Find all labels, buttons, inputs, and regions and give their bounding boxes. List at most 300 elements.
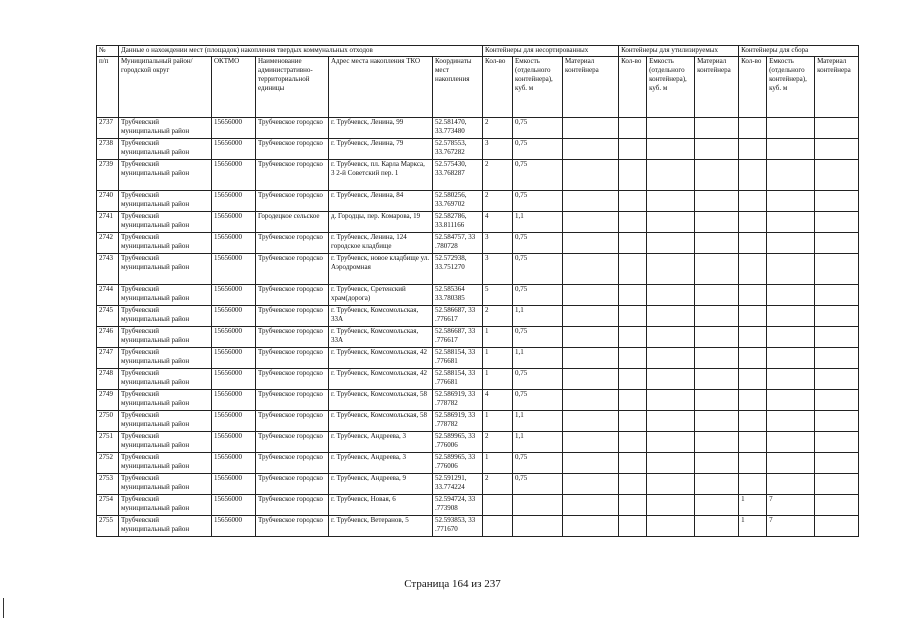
cell-row-number: 2738 [97, 139, 119, 160]
cell-row-number: 2754 [97, 495, 119, 516]
cell-admin-unit: Трубчевское городско [256, 390, 329, 411]
cell-recycled-qty [619, 191, 647, 212]
cell-collection-material [815, 327, 859, 348]
cell-unsorted-volume: 0,75 [513, 369, 563, 390]
cell-district: Трубчевский муниципальный район [119, 139, 212, 160]
registry-sheet [96, 45, 858, 537]
table-row [97, 191, 859, 212]
cell-district: Трубчевский муниципальный район [119, 160, 212, 191]
cell-recycled-material [695, 432, 739, 453]
cell-recycled-material [695, 474, 739, 495]
cell-recycled-qty [619, 285, 647, 306]
cell-address: г. Трубчевск, Комсомольская, 42 [329, 348, 433, 369]
cell-recycled-volume [647, 411, 695, 432]
cell-row-number: 2746 [97, 327, 119, 348]
cell-row-number: 2747 [97, 348, 119, 369]
cell-coordinates: 52.581470, 33.773480 [433, 118, 483, 139]
cell-admin-unit: Трубчевское городско [256, 191, 329, 212]
cell-collection-qty [739, 432, 767, 453]
cell-collection-volume [767, 254, 815, 285]
cell-recycled-material [695, 118, 739, 139]
cell-collection-volume [767, 285, 815, 306]
cell-oktmo: 15656000 [212, 327, 256, 348]
table-row [97, 118, 859, 139]
header-top-row [97, 46, 859, 57]
cell-address: г. Трубчевск, Ленина, 84 [329, 191, 433, 212]
cell-admin-unit: Трубчевское городско [256, 348, 329, 369]
cell-unsorted-qty: 2 [483, 432, 513, 453]
cell-unsorted-volume: 1,1 [513, 432, 563, 453]
cell-collection-material [815, 390, 859, 411]
cell-collection-qty [739, 212, 767, 233]
group-recycled: Контейнеры для утилизируемых [619, 46, 739, 57]
col-no: № [97, 46, 119, 57]
cell-admin-unit: Трубчевское городско [256, 285, 329, 306]
cell-row-number: 2752 [97, 453, 119, 474]
cell-row-number: 2753 [97, 474, 119, 495]
cell-address: г. Трубчевск, Андреева, 3 [329, 453, 433, 474]
cell-unsorted-qty: 2 [483, 118, 513, 139]
cell-unsorted-volume: 0,75 [513, 254, 563, 285]
cell-address: г. Трубчевск, Ленина, 124 городское кладбище [329, 233, 433, 254]
cell-collection-material [815, 254, 859, 285]
table-body [97, 118, 859, 537]
cell-address: г. Трубчевск, Комсомольская, 33А [329, 327, 433, 348]
cell-row-number: 2745 [97, 306, 119, 327]
cell-recycled-qty [619, 306, 647, 327]
col-district: Муниципальный район/городской округ [119, 57, 212, 118]
cell-unsorted-qty: 1 [483, 411, 513, 432]
table-row [97, 348, 859, 369]
cell-collection-qty [739, 160, 767, 191]
cell-address: г. Трубчевск, Андреева, 9 [329, 474, 433, 495]
cell-unsorted-qty: 4 [483, 212, 513, 233]
cell-unsorted-material [563, 306, 619, 327]
cell-unsorted-volume: 0,75 [513, 160, 563, 191]
cell-collection-volume: 7 [767, 516, 815, 537]
cell-recycled-qty [619, 139, 647, 160]
cell-collection-qty [739, 453, 767, 474]
cell-row-number: 2749 [97, 390, 119, 411]
cell-row-number: 2748 [97, 369, 119, 390]
cell-recycled-material [695, 306, 739, 327]
cell-admin-unit: Трубчевское городско [256, 369, 329, 390]
cell-oktmo: 15656000 [212, 191, 256, 212]
cell-unsorted-qty: 1 [483, 453, 513, 474]
cell-collection-qty [739, 348, 767, 369]
table-row [97, 212, 859, 233]
cell-oktmo: 15656000 [212, 306, 256, 327]
cell-admin-unit: Трубчевское городско [256, 411, 329, 432]
col-collection-material: Материал контейнера [815, 57, 859, 118]
cell-oktmo: 15656000 [212, 160, 256, 191]
table-row [97, 285, 859, 306]
cell-admin-unit: Городецкое сельское [256, 212, 329, 233]
cell-coordinates: 52.586919, 33 .778782 [433, 411, 483, 432]
cell-recycled-qty [619, 348, 647, 369]
table-row [97, 160, 859, 191]
cell-unsorted-qty [483, 516, 513, 537]
cell-unsorted-material [563, 191, 619, 212]
table-row [97, 516, 859, 537]
cell-unsorted-material [563, 327, 619, 348]
cell-recycled-material [695, 139, 739, 160]
cell-collection-volume [767, 191, 815, 212]
cell-recycled-volume [647, 453, 695, 474]
cell-unsorted-qty: 2 [483, 306, 513, 327]
cell-unsorted-qty: 1 [483, 348, 513, 369]
cell-unsorted-material [563, 453, 619, 474]
cell-recycled-qty [619, 327, 647, 348]
cell-recycled-material [695, 160, 739, 191]
cell-recycled-qty [619, 432, 647, 453]
cell-collection-volume [767, 369, 815, 390]
cell-recycled-volume [647, 191, 695, 212]
cell-district: Трубчевский муниципальный район [119, 254, 212, 285]
cell-oktmo: 15656000 [212, 369, 256, 390]
table-row [97, 369, 859, 390]
cell-unsorted-qty: 1 [483, 369, 513, 390]
cell-collection-volume [767, 118, 815, 139]
cell-collection-volume: 7 [767, 495, 815, 516]
cell-row-number: 2751 [97, 432, 119, 453]
table-row [97, 474, 859, 495]
cell-district: Трубчевский муниципальный район [119, 390, 212, 411]
col-address: Адрес места накопления ТКО [329, 57, 433, 118]
cell-unsorted-material [563, 390, 619, 411]
cell-admin-unit: Трубчевское городско [256, 306, 329, 327]
group-unsorted: Контейнеры для несортированных [483, 46, 619, 57]
cell-unsorted-material [563, 254, 619, 285]
cell-oktmo: 15656000 [212, 411, 256, 432]
cell-district: Трубчевский муниципальный район [119, 212, 212, 233]
cell-collection-volume [767, 306, 815, 327]
cell-recycled-material [695, 453, 739, 474]
cell-unsorted-qty: 2 [483, 191, 513, 212]
cell-row-number: 2755 [97, 516, 119, 537]
table-row [97, 453, 859, 474]
cell-oktmo: 15656000 [212, 474, 256, 495]
cell-address: г. Трубчевск, Ветеранов, 5 [329, 516, 433, 537]
cell-address: г. Трубчевск, Комсомольская, 42 [329, 369, 433, 390]
cell-address: г. Трубчевск, Новая, 6 [329, 495, 433, 516]
cell-unsorted-material [563, 118, 619, 139]
cell-recycled-material [695, 495, 739, 516]
cell-collection-qty [739, 233, 767, 254]
header-sub-row [97, 57, 859, 118]
cell-collection-volume [767, 160, 815, 191]
cell-admin-unit: Трубчевское городско [256, 495, 329, 516]
cell-recycled-qty [619, 453, 647, 474]
cell-recycled-material [695, 411, 739, 432]
cell-unsorted-material [563, 432, 619, 453]
cell-recycled-volume [647, 285, 695, 306]
col-oktmo: ОКТМО [212, 57, 256, 118]
cell-recycled-volume [647, 390, 695, 411]
cell-row-number: 2750 [97, 411, 119, 432]
cell-recycled-qty [619, 212, 647, 233]
cell-collection-material [815, 118, 859, 139]
cell-row-number: 2744 [97, 285, 119, 306]
cell-district: Трубчевский муниципальный район [119, 495, 212, 516]
cell-oktmo: 15656000 [212, 285, 256, 306]
cell-recycled-material [695, 191, 739, 212]
cell-recycled-volume [647, 233, 695, 254]
cell-unsorted-material [563, 233, 619, 254]
col-admin: Наименование административно-территориальной единицы [256, 57, 329, 118]
cell-recycled-volume [647, 306, 695, 327]
cell-coordinates: 52.580256, 33.769702 [433, 191, 483, 212]
cell-collection-material [815, 160, 859, 191]
cell-collection-qty [739, 306, 767, 327]
cell-collection-volume [767, 474, 815, 495]
cell-recycled-material [695, 516, 739, 537]
cell-address: г. Трубчевск, Ленина, 79 [329, 139, 433, 160]
cell-oktmo: 15656000 [212, 516, 256, 537]
cell-collection-material [815, 474, 859, 495]
cell-district: Трубчевский муниципальный район [119, 233, 212, 254]
cell-recycled-volume [647, 254, 695, 285]
cell-district: Трубчевский муниципальный район [119, 306, 212, 327]
cell-unsorted-volume: 1,1 [513, 306, 563, 327]
col-unsorted-material: Материал контейнера [563, 57, 619, 118]
cell-oktmo: 15656000 [212, 139, 256, 160]
cell-admin-unit: Трубчевское городско [256, 139, 329, 160]
cell-address: г. Трубчевск, новое кладбище ул. Аэродромная [329, 254, 433, 285]
cell-collection-qty [739, 390, 767, 411]
col-coords: Координаты мест накопления [433, 57, 483, 118]
group-places: Данные о нахождении мест (площадок) накопления твердых коммунальных отходов [119, 46, 483, 57]
cell-collection-qty [739, 411, 767, 432]
cell-collection-material [815, 432, 859, 453]
cell-coordinates: 52.591291, 33.774224 [433, 474, 483, 495]
cell-district: Трубчевский муниципальный район [119, 191, 212, 212]
cell-recycled-material [695, 348, 739, 369]
cell-recycled-material [695, 285, 739, 306]
cell-collection-qty [739, 285, 767, 306]
cell-recycled-qty [619, 411, 647, 432]
cell-admin-unit: Трубчевское городско [256, 254, 329, 285]
cell-coordinates: 52.578553, 33.767282 [433, 139, 483, 160]
cell-admin-unit: Трубчевское городско [256, 474, 329, 495]
cell-row-number: 2740 [97, 191, 119, 212]
cell-unsorted-volume [513, 495, 563, 516]
table-row [97, 327, 859, 348]
cell-coordinates: 52.585364 33.780385 [433, 285, 483, 306]
cell-collection-material [815, 191, 859, 212]
cell-unsorted-volume: 0,75 [513, 285, 563, 306]
cell-collection-material [815, 348, 859, 369]
cell-row-number: 2743 [97, 254, 119, 285]
cell-collection-material [815, 285, 859, 306]
cell-unsorted-volume: 1,1 [513, 411, 563, 432]
cell-collection-volume [767, 327, 815, 348]
cell-collection-qty [739, 139, 767, 160]
cell-unsorted-qty [483, 495, 513, 516]
cell-collection-volume [767, 453, 815, 474]
cell-admin-unit: Трубчевское городско [256, 432, 329, 453]
cell-district: Трубчевский муниципальный район [119, 453, 212, 474]
cell-address: г. Трубчевск, Комсомольская, 33А [329, 306, 433, 327]
cell-recycled-qty [619, 474, 647, 495]
cell-admin-unit: Трубчевское городско [256, 118, 329, 139]
cell-collection-material [815, 139, 859, 160]
cell-coordinates: 52.588154, 33 .776681 [433, 348, 483, 369]
cell-collection-volume [767, 432, 815, 453]
cell-recycled-volume [647, 516, 695, 537]
cell-recycled-qty [619, 118, 647, 139]
col-unsorted-volume: Емкость (отдельного контейнера), куб. м [513, 57, 563, 118]
table-row [97, 306, 859, 327]
cell-recycled-volume [647, 495, 695, 516]
cell-unsorted-material [563, 411, 619, 432]
cell-collection-qty [739, 191, 767, 212]
cell-collection-material [815, 516, 859, 537]
cell-unsorted-material [563, 348, 619, 369]
cell-collection-volume [767, 411, 815, 432]
cell-address: г. Трубчевск, Андреева, 3 [329, 432, 433, 453]
cell-collection-material [815, 411, 859, 432]
cell-recycled-qty [619, 233, 647, 254]
cell-collection-qty [739, 474, 767, 495]
cell-unsorted-volume: 0,75 [513, 191, 563, 212]
cell-address: г. Трубчевск, пл. Карла Маркса, 3 2-й Советский пер. 1 [329, 160, 433, 191]
col-unsorted-qty: Кол-во [483, 57, 513, 118]
cell-unsorted-qty: 5 [483, 285, 513, 306]
cell-recycled-volume [647, 474, 695, 495]
cell-collection-volume [767, 348, 815, 369]
cell-unsorted-volume: 0,75 [513, 390, 563, 411]
col-collection-qty: Кол-во [739, 57, 767, 118]
cell-recycled-material [695, 369, 739, 390]
cell-recycled-volume [647, 369, 695, 390]
cell-admin-unit: Трубчевское городско [256, 233, 329, 254]
cell-unsorted-qty: 3 [483, 233, 513, 254]
cell-coordinates: 52.586919, 33 .778782 [433, 390, 483, 411]
cell-recycled-qty [619, 495, 647, 516]
table-row [97, 411, 859, 432]
cell-recycled-material [695, 254, 739, 285]
cell-collection-material [815, 233, 859, 254]
cell-collection-volume [767, 390, 815, 411]
cell-district: Трубчевский муниципальный район [119, 432, 212, 453]
cell-oktmo: 15656000 [212, 254, 256, 285]
cell-recycled-qty [619, 390, 647, 411]
cell-coordinates: 52.584757, 33 .780728 [433, 233, 483, 254]
cell-unsorted-qty: 2 [483, 474, 513, 495]
cell-district: Трубчевский муниципальный район [119, 327, 212, 348]
cell-unsorted-material [563, 516, 619, 537]
cell-oktmo: 15656000 [212, 495, 256, 516]
cell-address: г. Трубчевск, Ленина, 99 [329, 118, 433, 139]
cell-unsorted-qty: 1 [483, 327, 513, 348]
cell-unsorted-volume [513, 516, 563, 537]
cell-recycled-material [695, 233, 739, 254]
cell-collection-material [815, 212, 859, 233]
waste-sites-table [96, 45, 859, 537]
cell-recycled-volume [647, 348, 695, 369]
cell-unsorted-qty: 4 [483, 390, 513, 411]
cell-collection-qty [739, 369, 767, 390]
cell-recycled-volume [647, 432, 695, 453]
cell-address: г. Трубчевск, Комсомольская, 58 [329, 411, 433, 432]
scan-edge-mark [3, 598, 4, 618]
cell-oktmo: 15656000 [212, 233, 256, 254]
cell-unsorted-material [563, 495, 619, 516]
cell-coordinates: 52.582786, 33.811166 [433, 212, 483, 233]
cell-unsorted-volume: 0,75 [513, 139, 563, 160]
cell-collection-volume [767, 233, 815, 254]
cell-collection-material [815, 306, 859, 327]
cell-recycled-volume [647, 160, 695, 191]
cell-admin-unit: Трубчевское городско [256, 516, 329, 537]
cell-unsorted-material [563, 160, 619, 191]
cell-district: Трубчевский муниципальный район [119, 285, 212, 306]
cell-unsorted-material [563, 212, 619, 233]
cell-district: Трубчевский муниципальный район [119, 474, 212, 495]
cell-unsorted-material [563, 285, 619, 306]
cell-address: г. Трубчевск, Сретенский храм(дорога) [329, 285, 433, 306]
cell-coordinates: 52.588154, 33 .776681 [433, 369, 483, 390]
cell-unsorted-qty: 3 [483, 139, 513, 160]
cell-coordinates: 52.589965, 33 .776006 [433, 453, 483, 474]
table-row [97, 233, 859, 254]
cell-recycled-volume [647, 139, 695, 160]
cell-unsorted-volume: 0,75 [513, 118, 563, 139]
cell-oktmo: 15656000 [212, 453, 256, 474]
col-recycled-qty: Кол-во [619, 57, 647, 118]
cell-unsorted-material [563, 474, 619, 495]
col-recycled-material: Материал контейнера [695, 57, 739, 118]
cell-collection-material [815, 495, 859, 516]
cell-admin-unit: Трубчевское городско [256, 453, 329, 474]
cell-recycled-qty [619, 254, 647, 285]
cell-collection-qty [739, 254, 767, 285]
page-number: Страница 164 из 237 [404, 578, 501, 590]
col-recycled-volume: Емкость (отдельного контейнера), куб. м [647, 57, 695, 118]
cell-coordinates: 52.593853, 33 .771670 [433, 516, 483, 537]
cell-oktmo: 15656000 [212, 348, 256, 369]
cell-recycled-volume [647, 212, 695, 233]
cell-row-number: 2742 [97, 233, 119, 254]
table-row [97, 139, 859, 160]
cell-admin-unit: Трубчевское городско [256, 160, 329, 191]
cell-coordinates: 52.586687, 33 .776617 [433, 306, 483, 327]
cell-collection-qty: 1 [739, 495, 767, 516]
cell-collection-volume [767, 212, 815, 233]
cell-recycled-material [695, 327, 739, 348]
cell-collection-qty [739, 118, 767, 139]
cell-unsorted-volume: 1,1 [513, 348, 563, 369]
cell-district: Трубчевский муниципальный район [119, 516, 212, 537]
cell-unsorted-volume: 0,75 [513, 453, 563, 474]
cell-district: Трубчевский муниципальный район [119, 348, 212, 369]
cell-unsorted-volume: 0,75 [513, 233, 563, 254]
cell-row-number: 2739 [97, 160, 119, 191]
cell-recycled-material [695, 390, 739, 411]
col-no-sub: п/п [97, 57, 119, 118]
cell-recycled-qty [619, 516, 647, 537]
cell-oktmo: 15656000 [212, 118, 256, 139]
cell-admin-unit: Трубчевское городско [256, 327, 329, 348]
cell-collection-qty [739, 327, 767, 348]
cell-unsorted-volume: 1,1 [513, 212, 563, 233]
table-row [97, 254, 859, 285]
cell-district: Трубчевский муниципальный район [119, 369, 212, 390]
cell-recycled-qty [619, 160, 647, 191]
cell-unsorted-material [563, 139, 619, 160]
cell-unsorted-volume: 0,75 [513, 327, 563, 348]
